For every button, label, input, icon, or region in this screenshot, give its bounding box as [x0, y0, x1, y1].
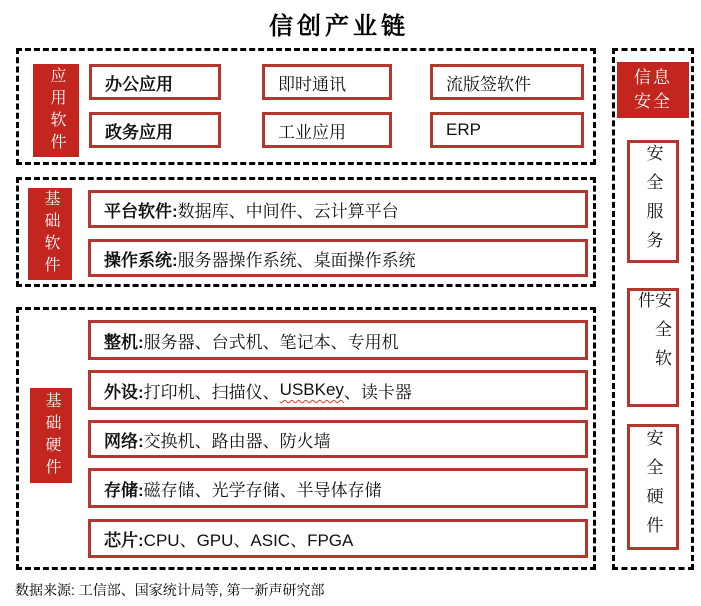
government-app-box	[89, 112, 221, 148]
platform-software-row	[88, 190, 588, 228]
complete-machine-row	[88, 320, 588, 360]
security-hardware-box	[627, 424, 679, 550]
base-hardware-label-text: 基础硬件	[43, 391, 60, 480]
stream-layout-signature-software-label: 流版签软件	[446, 74, 531, 94]
info-security-label	[617, 62, 689, 118]
complete-machine-head: 整机:	[104, 332, 144, 352]
platform-software-head: 平台软件:	[104, 201, 178, 221]
operating-system-row	[88, 239, 588, 277]
erp-label: ERP	[446, 120, 481, 139]
peripherals-desc-post: 、读卡器	[343, 382, 412, 402]
office-app-box	[89, 64, 221, 100]
network-row	[88, 420, 588, 458]
industrial-app-box	[262, 112, 392, 148]
chip-head: 芯片:	[104, 531, 144, 550]
peripherals-head: 外设:	[104, 382, 144, 402]
stream-layout-signature-software-box	[430, 64, 584, 100]
peripherals-row	[88, 370, 588, 410]
app-software-label	[33, 64, 79, 157]
industrial-app-label: 工业应用	[278, 122, 346, 142]
security-service-label: 安全服务	[643, 143, 663, 260]
security-software-label: 安全软件	[635, 291, 671, 378]
operating-system-head: 操作系统:	[104, 250, 178, 270]
info-security-line2: 安全	[634, 92, 672, 111]
data-source-note: 数据来源: 工信部、国家统计局等, 第一新声研究部	[15, 582, 325, 598]
instant-messaging-label: 即时通讯	[278, 74, 346, 94]
app-software-label-text: 应用软件	[48, 66, 65, 155]
government-app-label: 政务应用	[105, 122, 173, 142]
peripherals-desc: 打印机、扫描仪、	[143, 382, 280, 402]
info-security-line1: 信息	[634, 68, 672, 87]
base-hardware-label	[30, 388, 72, 483]
operating-system-desc: 服务器操作系统、桌面操作系统	[177, 250, 416, 270]
security-service-box	[627, 140, 679, 263]
office-app-label: 办公应用	[105, 74, 173, 94]
storage-head: 存储:	[104, 480, 144, 500]
network-head: 网络:	[104, 431, 144, 451]
erp-box	[430, 112, 584, 148]
page-title: 信创产业链	[269, 13, 409, 40]
security-hardware-label: 安全硬件	[643, 429, 663, 545]
instant-messaging-box	[262, 64, 392, 100]
network-desc: 交换机、路由器、防火墙	[143, 431, 331, 451]
chip-row	[88, 519, 588, 558]
security-software-box	[627, 288, 679, 407]
base-software-label	[28, 188, 72, 280]
storage-row	[88, 468, 588, 508]
complete-machine-desc: 服务器、台式机、笔记本、专用机	[143, 332, 399, 352]
storage-desc: 磁存储、光学存储、半导体存储	[143, 480, 382, 500]
platform-software-desc: 数据库、中间件、云计算平台	[177, 201, 399, 221]
chip-desc: CPU、GPU、ASIC、FPGA	[143, 531, 354, 550]
peripherals-desc-wavy: USBKey	[279, 380, 344, 399]
base-software-label-text: 基础软件	[42, 190, 59, 278]
